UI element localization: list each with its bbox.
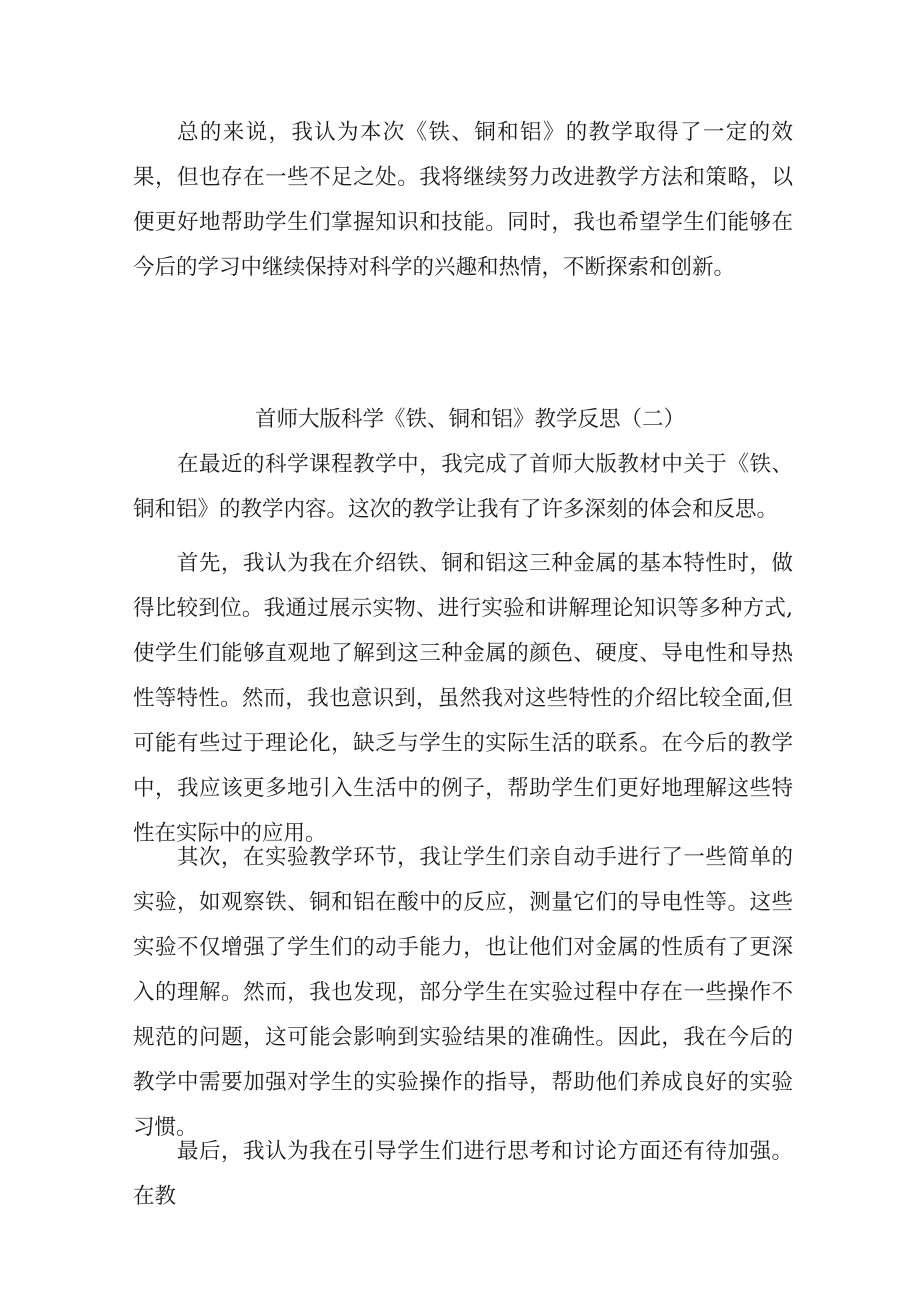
paragraph-second: 其次，在实验教学环节，我让学生们亲自动手进行了一些简单的实验，如观察铁、铜和铝在酸中的反应，测量它们的导电性等。这些实验不仅增强了学生们的动手能力，也让他们对金属的性质有了更深入的理解。然而，我也发现，部分学生在实验过程中存在一些操作不规范的问题，这可能会影响到实验结果的准确性。因此，我在今后的教学中需要加强对学生的实验操作的指导，帮助他们养成良好的实验习惯。	[133, 845, 793, 1140]
paragraph-last: 最后，我认为我在引导学生们进行思考和讨论方面还有待加强。在教	[133, 1139, 793, 1209]
section-title: 首师大版科学《铁、铜和铝》教学反思（二）	[254, 407, 685, 432]
paragraph-first: 首先，我认为我在介绍铁、铜和铝这三种金属的基本特性时，做得比较到位。我通过展示实物、进行实验和讲解理论知识等多种方式,使学生们能够直观地了解到这三种金属的颜色、硬度、导电性和导热性等特性。然而，我也意识到，虽然我对这些特性的介绍比较全面,但可能有些过于理论化，缺乏与学生的实际生活的联系。在今后的教学中，我应该更多地引入生活中的例子，帮助学生们更好地理解这些特性在实际中的应用。	[133, 551, 793, 846]
paragraph-intro: 在最近的科学课程教学中，我完成了首师大版教材中关于《铁、铜和铝》的教学内容。这次的教学让我有了许多深刻的体会和反思。	[133, 452, 793, 522]
paragraph-conclusion: 总的来说，我认为本次《铁、铜和铝》的教学取得了一定的效果，但也存在一些不足之处。我将继续努力改进教学方法和策略，以便更好地帮助学生们掌握知识和技能。同时，我也希望学生们能够在今后的学习中继续保持对科学的兴趣和热情，不断探索和创新。	[133, 120, 793, 280]
